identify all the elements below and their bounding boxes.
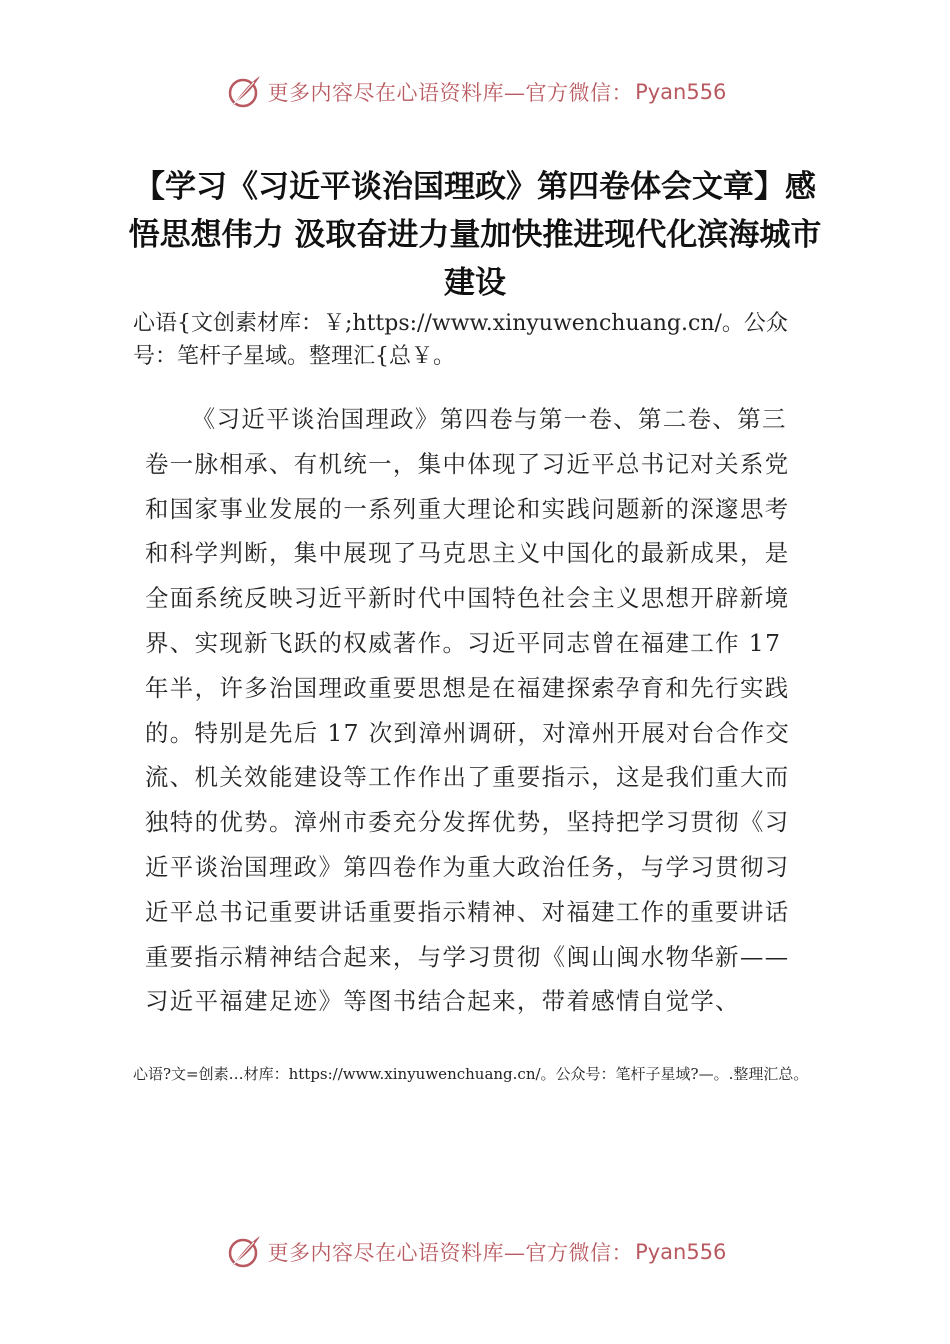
page-footnote: 心语?文=创素…材库：https://www.xinyuwenchuang.cn/。公众号：笔杆子星域?—。.整理汇总。 bbox=[133, 1065, 809, 1083]
document-title: 【学习《习近平谈治国理政》第四卷体会文章】感悟思想伟力 汲取奋进力量加快推进现代化滨海城市建设 bbox=[128, 169, 822, 301]
footer-banner bbox=[0, 1232, 950, 1272]
wechat-id: Pyan556 bbox=[635, 1240, 727, 1264]
feather-pen-logo-icon bbox=[224, 1232, 264, 1272]
header-banner bbox=[0, 72, 950, 112]
source-note: 心语{文创素材库：￥;https://www.xinyuwenchuang.cn/。公众号：笔杆子星域。整理汇{总￥。 bbox=[133, 311, 788, 369]
body-paragraph: 《习近平谈治国理政》第四卷与第一卷、第二卷、第三卷一脉相承、有机统一，集中体现了习近平总书记对关系党和国家事业发展的一系列重大理论和实践问题新的深邃思考和科学判断，集中展现了马克思主义中国化的最新成果，是全面系统反映习近平新时代中国特色社会主义思想开辟新境界、实现新飞跃的权威著作。习近平同志曾在福建工作 17 年半，许多治国理政重要思想是在福建探索孕育和先行实践的。特别是先后 17 次到漳州调研，对漳州开展对台合作交流、机关效能建设等工作作出了重要指示，这是我们重大而独特的优势。漳州市委充分发挥优势，坚持把学习贯彻《习近平谈治国理政》第四卷作为重大政治任务，与学习贯彻习近平总书记重要讲话重要指示精神、对福建工作的重要讲话重要指示精神结合起来，与学习贯彻《闽山闽水物华新——习近平福建足迹》等图书结合起来，带着感情自觉学、 bbox=[145, 405, 791, 1016]
banner-text: 更多内容尽在心语资料库—官方微信： bbox=[267, 81, 634, 105]
wechat-id: Pyan556 bbox=[635, 80, 727, 104]
feather-pen-logo-icon bbox=[224, 72, 264, 112]
banner-text: 更多内容尽在心语资料库—官方微信： bbox=[267, 1241, 634, 1265]
